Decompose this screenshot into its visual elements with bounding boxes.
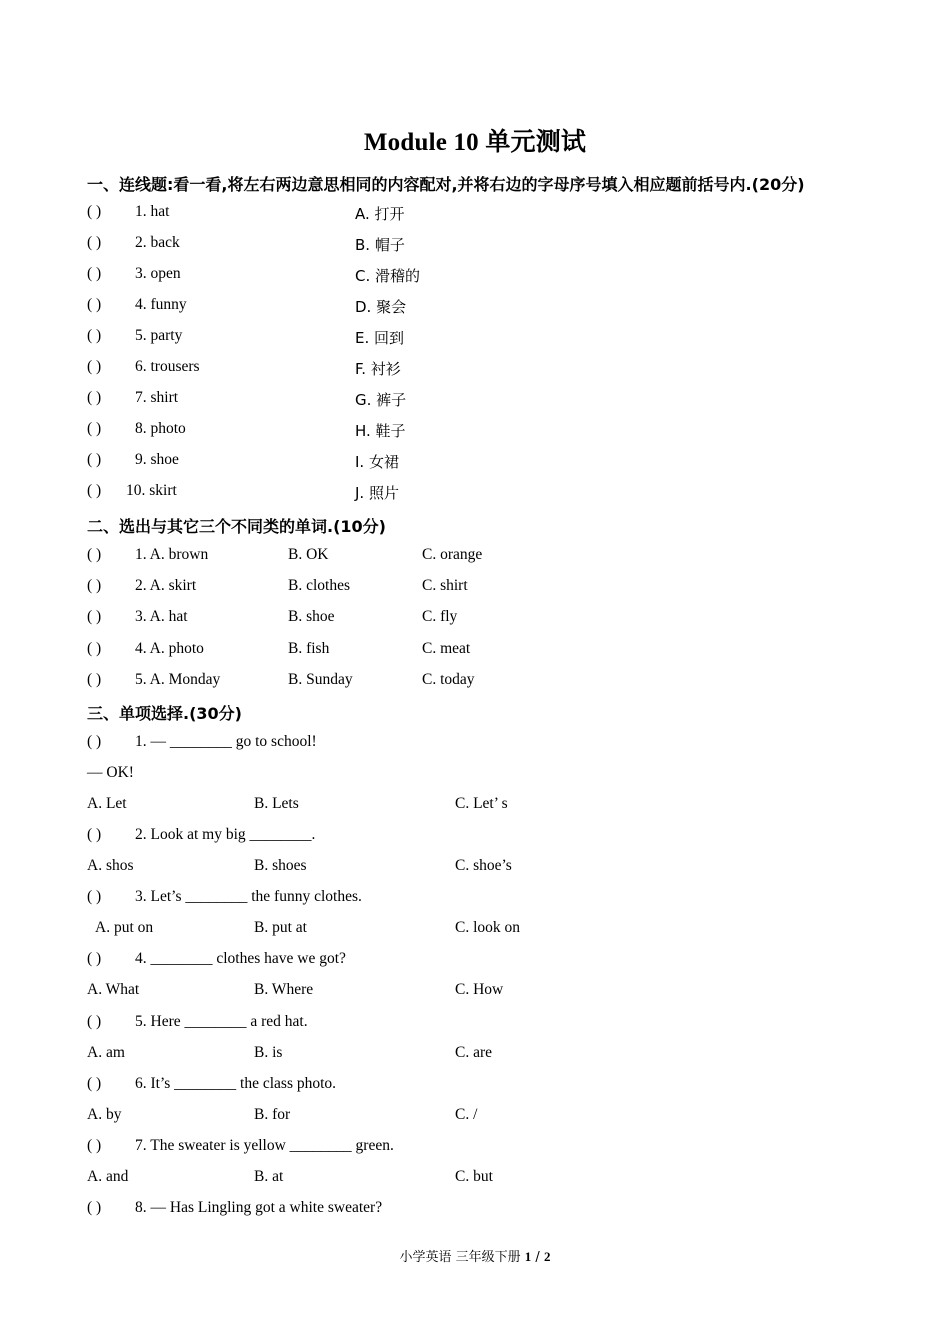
answer-blank[interactable]: ( ) — [87, 671, 102, 688]
option-b: B. Lets — [254, 795, 299, 812]
question-stem: 6. It’s ________ the class photo. — [135, 1075, 337, 1092]
option-c: C. fly — [422, 608, 458, 625]
option-c: C. look on — [455, 919, 521, 936]
question-stem: 5. Here ________ a red hat. — [135, 1013, 308, 1030]
answer-blank[interactable]: ( ) — [87, 389, 102, 406]
english-word: 6. trousers — [135, 358, 200, 375]
question-stem: 3. Let’s ________ the funny clothes. — [135, 888, 362, 905]
english-word: 9. shoe — [135, 451, 179, 468]
option-a: 5. A. Monday — [135, 671, 221, 688]
answer-blank[interactable]: ( ) — [87, 420, 102, 437]
option-c: C. meat — [422, 640, 471, 657]
english-word: 5. party — [135, 327, 183, 344]
option-c: C. Let’ s — [455, 795, 508, 812]
chinese-meaning: C. 滑稽的 — [355, 267, 421, 285]
section1-heading: 一、连线题:看一看,将左右两边意思相同的内容配对,并将右边的字母序号填入相应题前括号内.(20分) — [87, 175, 805, 194]
english-word: 4. funny — [135, 296, 187, 313]
question-stem: 1. — ________ go to school! — [135, 733, 317, 750]
option-b: B. is — [254, 1044, 283, 1061]
option-a: A. shos — [87, 857, 134, 874]
option-c: C. are — [455, 1044, 493, 1061]
option-a: A. put on — [95, 919, 154, 936]
option-c: C. orange — [422, 546, 483, 563]
option-c: C. shirt — [422, 577, 468, 594]
answer-blank[interactable]: ( ) — [87, 482, 102, 499]
chinese-meaning: B. 帽子 — [355, 236, 405, 254]
answer-blank[interactable]: ( ) — [87, 203, 102, 220]
option-c: C. / — [455, 1106, 478, 1123]
question-stem: 8. — Has Lingling got a white sweater? — [135, 1199, 383, 1216]
option-a: A. What — [87, 981, 140, 998]
answer-blank[interactable]: ( ) — [87, 950, 102, 967]
answer-blank[interactable]: ( ) — [87, 1137, 102, 1154]
section2-heading: 二、选出与其它三个不同类的单词.(10分) — [87, 517, 386, 536]
chinese-meaning: G. 裤子 — [355, 391, 407, 409]
option-a: 2. A. skirt — [135, 577, 197, 594]
option-b: B. put at — [254, 919, 307, 936]
english-word: 3. open — [135, 265, 181, 282]
english-word: 1. hat — [135, 203, 170, 220]
chinese-meaning: D. 聚会 — [355, 298, 407, 316]
answer-blank[interactable]: ( ) — [87, 577, 102, 594]
answer-blank[interactable]: ( ) — [87, 888, 102, 905]
option-c: C. shoe’s — [455, 857, 512, 874]
chinese-meaning: J. 照片 — [355, 484, 399, 502]
option-b: B. clothes — [288, 577, 350, 594]
option-b: B. OK — [288, 546, 329, 563]
chinese-meaning: A. 打开 — [355, 205, 405, 223]
english-word: 8. photo — [135, 420, 186, 437]
option-b: B. fish — [288, 640, 330, 657]
answer-blank[interactable]: ( ) — [87, 608, 102, 625]
option-c: C. today — [422, 671, 475, 688]
answer-blank[interactable]: ( ) — [87, 234, 102, 251]
option-a: 3. A. hat — [135, 608, 188, 625]
dialogue-reply: — OK! — [87, 764, 134, 781]
answer-blank[interactable]: ( ) — [87, 1013, 102, 1030]
answer-blank[interactable]: ( ) — [87, 327, 102, 344]
page-number: 1 — [524, 1249, 532, 1264]
english-word: 2. back — [135, 234, 180, 251]
answer-blank[interactable]: ( ) — [87, 733, 102, 750]
answer-blank[interactable]: ( ) — [87, 265, 102, 282]
section3-heading: 三、单项选择.(30分) — [87, 704, 242, 723]
chinese-meaning: E. 回到 — [355, 329, 405, 347]
answer-blank[interactable]: ( ) — [87, 826, 102, 843]
answer-blank[interactable]: ( ) — [87, 1075, 102, 1092]
answer-blank[interactable]: ( ) — [87, 358, 102, 375]
answer-blank[interactable]: ( ) — [87, 1199, 102, 1216]
chinese-meaning: I. 女裙 — [355, 453, 399, 471]
option-b: B. shoe — [288, 608, 335, 625]
page-title: Module 10 单元测试 — [363, 129, 587, 156]
question-stem: 4. ________ clothes have we got? — [135, 950, 346, 967]
chinese-meaning: F. 衬衫 — [355, 360, 401, 378]
page-total: 2 — [543, 1249, 551, 1264]
page-footer — [0, 1246, 950, 1265]
answer-blank[interactable]: ( ) — [87, 546, 102, 563]
option-b: B. for — [254, 1106, 291, 1123]
option-a: A. by — [87, 1106, 122, 1123]
option-b: B. shoes — [254, 857, 307, 874]
english-word: 10. skirt — [126, 482, 177, 499]
option-a: A. and — [87, 1168, 129, 1185]
option-b: B. Where — [254, 981, 314, 998]
chinese-meaning: H. 鞋子 — [355, 422, 406, 440]
option-a: A. Let — [87, 795, 127, 812]
option-c: C. but — [455, 1168, 493, 1185]
option-a: 1. A. brown — [135, 546, 209, 563]
option-b: B. Sunday — [288, 671, 353, 688]
option-a: 4. A. photo — [135, 640, 204, 657]
option-b: B. at — [254, 1168, 284, 1185]
answer-blank[interactable]: ( ) — [87, 640, 102, 657]
option-c: C. How — [455, 981, 504, 998]
english-word: 7. shirt — [135, 389, 179, 406]
page-separator: / — [531, 1250, 544, 1265]
answer-blank[interactable]: ( ) — [87, 451, 102, 468]
answer-blank[interactable]: ( ) — [87, 296, 102, 313]
option-a: A. am — [87, 1044, 125, 1061]
question-stem: 2. Look at my big ________. — [135, 826, 316, 843]
question-stem: 7. The sweater is yellow ________ green. — [135, 1137, 394, 1154]
footer-label: 小学英语 三年级下册 — [399, 1250, 525, 1265]
